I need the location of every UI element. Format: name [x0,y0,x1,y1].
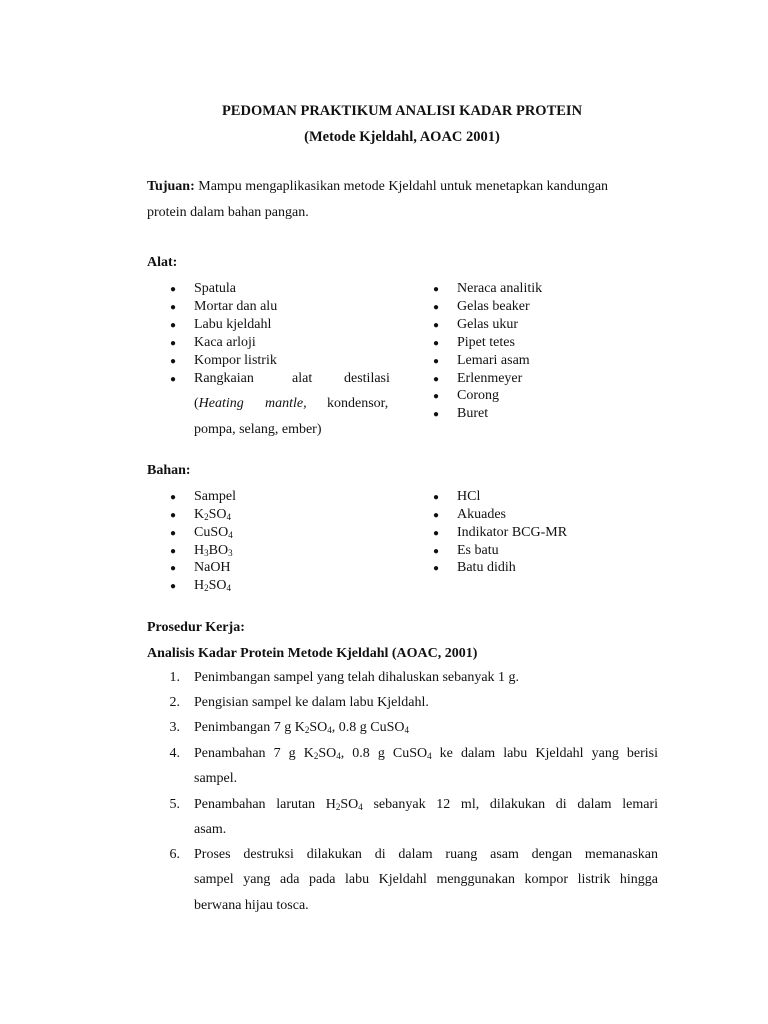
bullet-icon: ● [433,391,440,402]
bullet-icon: ● [433,510,440,521]
tujuan-paragraph [147,179,608,195]
bullet-icon: ● [170,510,177,521]
bullet-icon: ● [433,284,440,295]
bullet-icon: ● [170,338,177,349]
list-item-rangkaian-word3: destilasi [344,371,390,386]
list-item-rangkaian-word2: alat [292,371,313,386]
document-title: PEDOMAN PRAKTIKUM ANALISI KADAR PROTEIN [221,103,583,119]
list-item-rangkaian-italic: mantle, [265,396,307,411]
step-6-line1: Proses destruksi dilakukan di dalam ruang asam dengan memanaskan [194,847,658,862]
prosedur-subheading: Analisis Kadar Protein Metode Kjeldahl (AOAC, 2001) [147,646,478,661]
list-item-h3bo3: $H_3BO_3$ [194,543,233,558]
bullet-icon: ● [433,409,440,420]
step-number: 2. [169,695,180,710]
bullet-icon: ● [170,528,177,539]
step-number: 6. [169,847,180,862]
list-item: Kaca arloji [194,335,256,350]
bullet-icon: ● [433,528,440,539]
list-item-rangkaian-line2: (Heating [194,396,244,411]
document-subtitle: (Metode Kjeldahl, AOAC 2001) [304,129,500,145]
bullet-icon: ● [170,563,177,574]
bullet-icon: ● [170,320,177,331]
list-item-k2so4: $K_2SO_4$ [194,507,232,522]
list-item: Mortar dan alu [194,299,278,314]
bullet-icon: ● [433,320,440,331]
list-item: Gelas ukur [457,317,519,332]
tujuan-text-line1: Mampu mengaplikasikan metode Kjeldahl untuk menetapkan kandungan [194,179,609,194]
list-item: Gelas beaker [457,299,530,314]
list-item: Sampel [194,489,236,504]
bullet-icon: ● [170,374,177,385]
list-item-rangkaian-line3: pompa, selang, ember) [194,422,322,437]
step-6-line3: berwana hijau tosca. [194,898,309,913]
tujuan-text-line2: protein dalam bahan pangan. [147,205,309,220]
step-number: 1. [169,670,180,685]
step-1-text: Penimbangan sampel yang telah dihaluskan sebanyak 1 g. [194,670,520,685]
list-item: Indikator BCG-MR [457,525,568,540]
bullet-icon: ● [170,546,177,557]
alat-heading: Alat: [147,255,178,270]
list-item-h2so4: $H_2SO_4$ [194,578,232,593]
step-number: 3. [169,720,180,735]
bullet-icon: ● [433,563,440,574]
bullet-icon: ● [433,356,440,367]
list-item: Corong [457,388,499,403]
bullet-icon: ● [170,284,177,295]
step-4-line2: sampel. [194,771,238,786]
list-item-cuso4: CuSO$_4$ [194,525,233,540]
step-4-line1: Penambahan 7 g $K_2SO_4$, 0.8 g CuSO$_4$ ke dalam labu Kjeldahl yang berisi [194,746,658,761]
list-item: Lemari asam [457,353,530,368]
list-item: Pipet tetes [457,335,515,350]
bullet-icon: ● [170,492,177,503]
step-2-text: Pengisian sampel ke dalam labu Kjeldahl. [194,695,429,710]
list-item: Buret [457,406,489,421]
tujuan-label: Tujuan: [147,179,195,194]
bullet-icon: ● [433,546,440,557]
list-item: Neraca analitik [457,281,543,296]
bullet-icon: ● [433,492,440,503]
step-3-text: Penimbangan 7 g $K_2SO_4$, 0.8 g CuSO$_4$ [194,720,409,735]
bullet-icon: ● [433,338,440,349]
step-number: 4. [169,746,180,761]
list-item: NaOH [194,560,231,575]
bullet-icon: ● [170,356,177,367]
bullet-icon: ● [433,302,440,313]
prosedur-heading: Prosedur Kerja: [147,620,245,635]
list-item-rangkaian-word1: Rangkaian [194,371,254,386]
step-5-line1: Penambahan larutan $H_2SO_4$ sebanyak 12 ml, dilakukan di dalam lemari [194,797,659,812]
list-item-rangkaian-kondensor: kondensor, [327,396,389,411]
bullet-icon: ● [433,374,440,385]
list-item: HCl [457,489,481,504]
step-number: 5. [169,797,180,812]
list-item: Akuades [457,507,506,522]
list-item: Labu kjeldahl [194,317,272,332]
list-item: Es batu [457,543,499,558]
step-5-line2: asam. [194,822,227,837]
list-item: Kompor listrik [194,353,277,368]
list-item: Erlenmeyer [457,371,523,386]
list-item: Spatula [194,281,236,296]
bahan-heading: Bahan: [147,463,191,478]
list-item: Batu didih [457,560,516,575]
bullet-icon: ● [170,581,177,592]
bullet-icon: ● [170,302,177,313]
step-6-line2: sampel yang ada pada labu Kjeldahl menggunakan kompor listrik hingga [194,872,658,887]
